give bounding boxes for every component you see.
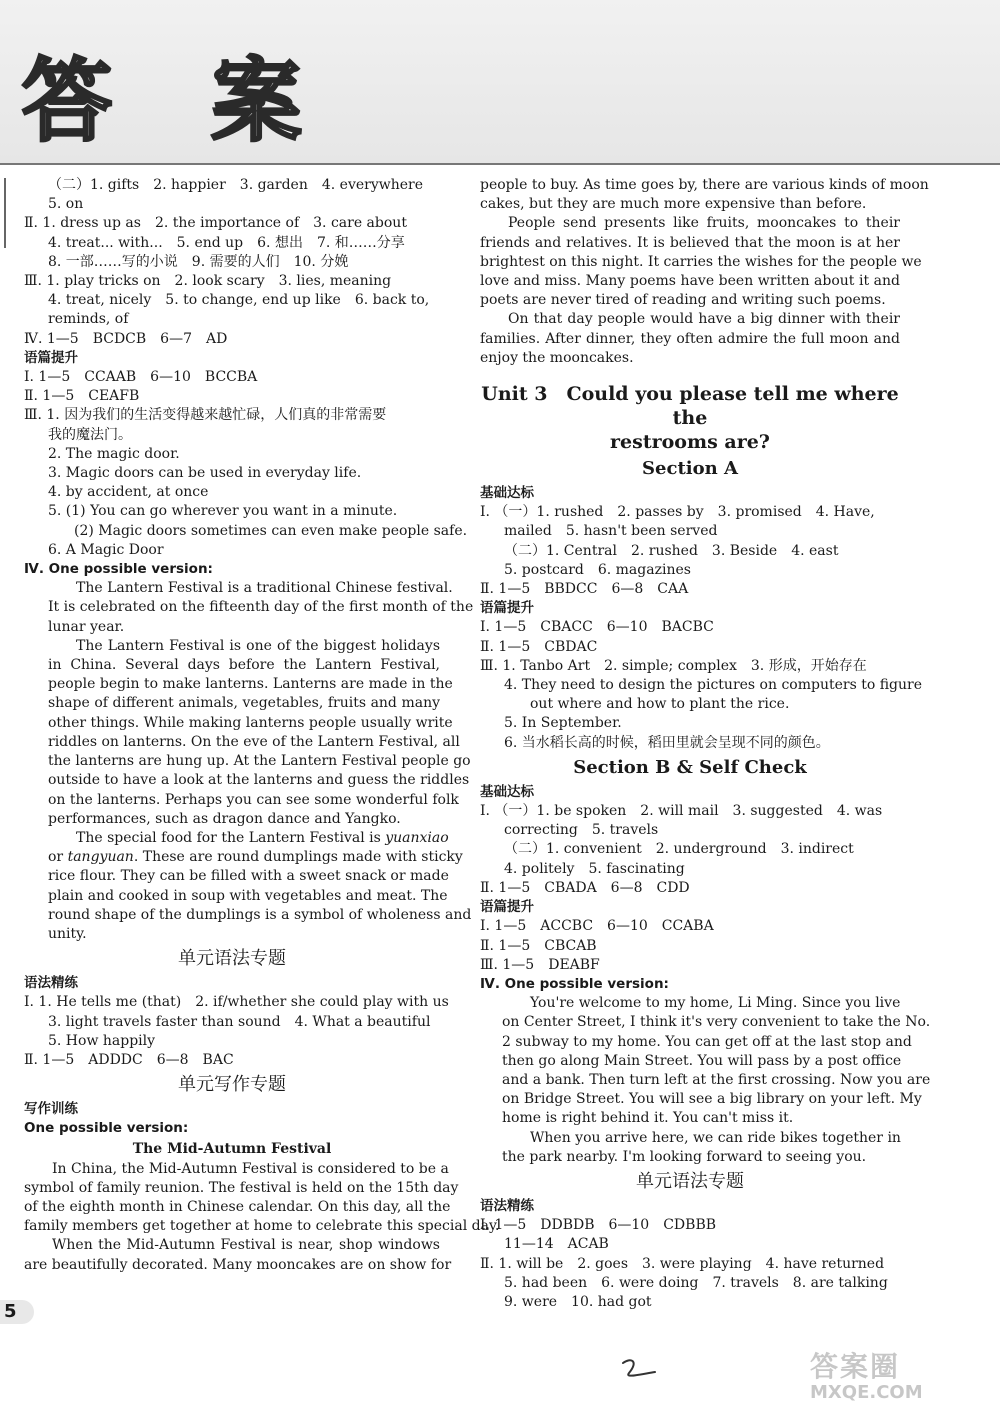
essay-line: It is celebrated on the fifteenth day of the first month of the <box>48 599 474 616</box>
essay-line: When you arrive here, we can ride bikes together in <box>530 1129 901 1146</box>
section-label-yupian: 语篇提升 <box>480 600 534 617</box>
answer-line: Ⅰ. 1—5 CBACC 6—10 BACBC <box>480 619 714 636</box>
essay-line: People send presents like fruits, mooncakes to their <box>508 215 900 232</box>
essay-line: unity. <box>48 925 87 942</box>
essay-line: The Lantern Festival is a traditional Chinese festival. <box>76 580 453 597</box>
section-label-writing: 写作训练 <box>24 1101 78 1118</box>
section-label-yupian: 语篇提升 <box>480 899 534 916</box>
answer-line: Ⅱ. 1—5 CBDAC <box>480 638 598 655</box>
grammar-heading: 单元语法专题 <box>636 1170 744 1192</box>
left-column <box>24 176 500 1275</box>
essay-text: The special food for the Lantern Festival is <box>76 829 386 846</box>
essay-line: people to buy. As time goes by, there are various kinds of moon <box>480 177 929 193</box>
answer-line: 5. postcard 6. magazines <box>504 561 691 578</box>
answer-line: Ⅱ. 1. will be 2. goes 3. were playing 4. have returned <box>480 1255 885 1272</box>
answer-line: correcting 5. travels <box>504 822 659 839</box>
answer-line: Ⅰ. （一）1. rushed 2. passes by 3. promised 4. Have, <box>480 504 875 521</box>
essay-line: The Lantern Festival is one of the biggest holidays <box>76 637 440 654</box>
page-number: 5 <box>4 1301 17 1322</box>
answer-line: （二）1. gifts 2. happier 3. garden 4. everywhere <box>48 177 424 193</box>
section-b-answers-2 <box>480 917 900 975</box>
answer-line: 4. politely 5. fascinating <box>504 860 685 877</box>
answer-line: 5. had been 6. were doing 7. travels 8. are talking <box>504 1274 888 1291</box>
answer-line: （二）1. Central 2. rushed 3. Beside 4. east <box>504 542 839 559</box>
essay-line: home is right behind it. You can't miss it. <box>502 1110 794 1127</box>
unit-title-line: Unit 3 Could you please tell me where the <box>481 383 899 430</box>
midautumn-essay <box>24 1160 500 1275</box>
essay-line: plain and cooked in soup with vegetables and meat. The <box>48 887 448 904</box>
essay-line <box>48 848 463 867</box>
essay-line: On that day people would have a big dinner with their <box>508 311 900 328</box>
answer-line: （二）1. convenient 2. underground 3. indirect <box>504 841 854 858</box>
essay-line: family members get together at home to celebrate this special day. <box>24 1218 500 1235</box>
essay-line: outside to have a look at the lanterns and guess the riddles <box>48 772 470 789</box>
essay-line: are beautifully decorated. Many mooncakes are on show for <box>24 1256 452 1273</box>
answer-line: Ⅱ. 1—5 CBCAB <box>480 937 597 954</box>
essay-line: on the lanterns. Perhaps you can see some wonderful folk <box>48 791 459 808</box>
essay-line: symbol of family reunion. The festival is held on the 15th day <box>24 1179 459 1196</box>
answer-line: Ⅳ. 1—5 BCDCB 6—7 AD <box>24 330 228 347</box>
answer-line: Ⅲ. 1. Tanbo Art 2. simple; complex 3. 形成，开始存在 <box>480 657 867 674</box>
section-label-jichu: 基础达标 <box>480 783 534 800</box>
writing-heading: 单元写作专题 <box>178 1074 286 1096</box>
section-b-answers-1 <box>480 802 900 898</box>
essay-line: brightest on this night. It carries the wishes for the people we <box>480 253 922 270</box>
essay-line: of the eighth month in Chinese calendar. On this day, all the <box>24 1198 451 1215</box>
grammar-answers <box>480 1216 900 1312</box>
answer-line: Ⅲ. 1—5 DEABF <box>480 956 600 973</box>
section-a-answers-2 <box>480 618 923 752</box>
essay-line <box>48 829 449 848</box>
essay-line: rice flour. They can be filled with a sweet snack or made <box>48 868 449 885</box>
essay-line: other things. While making lanterns people usually write <box>48 714 453 731</box>
midautumn-essay-cont <box>480 176 929 368</box>
essay-line: round shape of the dumplings is a symbol of wholeness and <box>48 906 472 923</box>
essay-line: In China, the Mid-Autumn Festival is considered to be a <box>52 1160 449 1177</box>
essay-line: shape of different animals, vegetables, fruits and many <box>48 695 440 712</box>
italic-term: yuanxiao <box>385 829 449 846</box>
grammar-answers <box>24 993 449 1070</box>
essay-line: love and miss. Many poems have been written about it and <box>480 273 900 290</box>
answer-line: 5. on <box>48 196 84 213</box>
answer-line: 6. A Magic Door <box>48 541 164 558</box>
answer-line: 4. treat... with... 5. end up 6. 想出 7. 和……分享 <box>48 234 405 251</box>
answer-line: 5. In September. <box>504 715 622 732</box>
answer-line: Ⅱ. 1. dress up as 2. the importance of 3. care about <box>24 215 407 232</box>
header-rule <box>0 163 1000 165</box>
section-a-answers-1 <box>480 503 900 599</box>
answer-line: 6. 当水稻长高的时候，稻田里就会呈现不同的颜色。 <box>504 734 830 751</box>
answer-line: Ⅰ. 1—5 DDBDB 6—10 CDBBB <box>480 1217 717 1234</box>
essay-line: cakes, but they are much more expensive than before. <box>480 196 867 213</box>
answer-line: 8. 一部……写的小说 9. 需要的人们 10. 分娩 <box>48 253 349 270</box>
watermark-logo <box>810 1352 996 1406</box>
answer-line: 9. were 10. had got <box>504 1293 652 1310</box>
answer-line: Ⅲ. 1. play tricks on 2. look scary 3. lies, meaning <box>24 273 392 290</box>
answers-block-1 <box>24 176 440 349</box>
essay-line: poets are never tired of reading and writing such poems. <box>480 292 886 309</box>
answer-line: 我的魔法门。 <box>48 426 132 443</box>
answer-line: 4. They need to design the pictures on computers to figure <box>504 677 923 694</box>
answer-line: 4. by accident, at once <box>48 484 209 501</box>
essay-line: You're welcome to my home, Li Ming. Since you live <box>530 995 901 1012</box>
answer-line: (2) Magic doors sometimes can even make people safe. <box>74 522 468 539</box>
answer-line: Ⅰ. （一）1. be spoken 2. will mail 3. suggested 4. was <box>480 803 883 820</box>
answer-line: Ⅲ. 1. 因为我们的生活变得越来越忙碌，人们真的非常需要 <box>24 407 387 424</box>
answer-line: Ⅱ. 1—5 BBDCC 6—8 CAA <box>480 581 689 598</box>
answer-line: 3. Magic doors can be used in everyday life. <box>48 465 362 482</box>
watermark-text: 答案圈 <box>810 1350 901 1383</box>
essay-line: families. After dinner, they often admire the full moon and <box>480 330 900 347</box>
essay-line: and a bank. Then turn left at the first crossing. Now you are <box>502 1071 931 1088</box>
version-label: Ⅳ. One possible version: <box>24 561 213 578</box>
italic-term: tangyuan <box>67 849 134 866</box>
essay-line: enjoy the mooncakes. <box>480 349 634 366</box>
essay-text: . These are round dumplings made with sticky <box>133 849 463 866</box>
essay-line: performances, such as dragon dance and Yangko. <box>48 810 401 827</box>
answer-line: 2. The magic door. <box>48 445 180 462</box>
answer-line: reminds, of <box>48 311 129 328</box>
lantern-essay <box>24 579 474 944</box>
essay-line: lunar year. <box>48 618 125 635</box>
spacer <box>480 368 900 382</box>
right-column <box>480 176 931 1312</box>
essay-line: the lanterns are hung up. At the Lantern Festival people go <box>48 753 471 770</box>
version-label: Ⅳ. One possible version: <box>480 975 669 992</box>
essay-line: friends and relatives. It is believed that the moon is at her <box>480 234 900 251</box>
essay-line: 2 subway to my home. You can get off at the last stop and <box>502 1033 912 1050</box>
essay-line: in China. Several days before the Lantern Festival, <box>48 657 440 674</box>
answer-line: 5. (1) You can go wherever you want in a minute. <box>48 503 398 520</box>
section-label-jichu: 基础达标 <box>480 485 534 502</box>
essay-line: on Bridge Street. You will see a big library on your left. My <box>502 1091 922 1108</box>
handwritten-mark <box>615 1355 665 1385</box>
essay-title: The Mid-Autumn Festival <box>132 1140 332 1157</box>
grammar-heading: 单元语法专题 <box>178 948 286 970</box>
unit-title-line: restrooms are? <box>610 431 770 454</box>
binding-edge <box>4 178 6 248</box>
answer-line: out where and how to plant the rice. <box>530 696 790 713</box>
essay-line: the park nearby. I'm looking forward to seeing you. <box>502 1148 867 1165</box>
essay-text: or <box>48 849 68 866</box>
essay-line: then go along Main Street. You will pass by a post office <box>502 1052 902 1069</box>
letter-essay <box>480 994 931 1167</box>
essay-line: on Center Street, I think it's very convenient to take the No. <box>502 1014 931 1031</box>
answer-line: 5. How happily <box>48 1032 156 1049</box>
watermark-url: MXQE.COM <box>810 1382 923 1403</box>
page-title: 答 案 <box>22 49 336 154</box>
section-label-grammar: 语法精练 <box>480 1197 534 1214</box>
answer-line: Ⅱ. 1—5 CEAFB <box>24 388 140 405</box>
answer-line: 3. light travels faster than sound 4. What a beautiful <box>48 1013 431 1030</box>
answers-block-2 <box>24 368 468 560</box>
answer-line: mailed 5. hasn't been served <box>504 523 718 540</box>
essay-line: riddles on lanterns. On the eve of the Lantern Festival, all <box>48 733 460 750</box>
unit-title <box>480 382 900 454</box>
section-b-heading: Section B & Self Check <box>573 756 807 778</box>
answer-line: Ⅱ. 1—5 CBADA 6—8 CDD <box>480 879 690 896</box>
essay-line: people begin to make lanterns. Lanterns are made in the <box>48 676 453 693</box>
section-label-grammar: 语法精练 <box>24 975 78 992</box>
version-label: One possible version: <box>24 1120 189 1137</box>
answer-line: Ⅰ. 1—5 CCAAB 6—10 BCCBA <box>24 369 258 386</box>
essay-line: When the Mid-Autumn Festival is near, shop windows <box>52 1237 440 1254</box>
answer-line: Ⅰ. 1. He tells me (that) 2. if/whether she could play with us <box>24 994 449 1011</box>
answer-line: Ⅱ. 1—5 ADDDC 6—8 BAC <box>24 1051 234 1068</box>
answer-line: 4. treat, nicely 5. to change, end up like 6. back to, <box>48 292 430 309</box>
section-a-heading: Section A <box>642 458 738 480</box>
answer-line: 11—14 ACAB <box>504 1236 609 1253</box>
section-label-yupian: 语篇提升 <box>24 349 78 366</box>
answer-line: Ⅰ. 1—5 ACCBC 6—10 CCABA <box>480 918 714 935</box>
